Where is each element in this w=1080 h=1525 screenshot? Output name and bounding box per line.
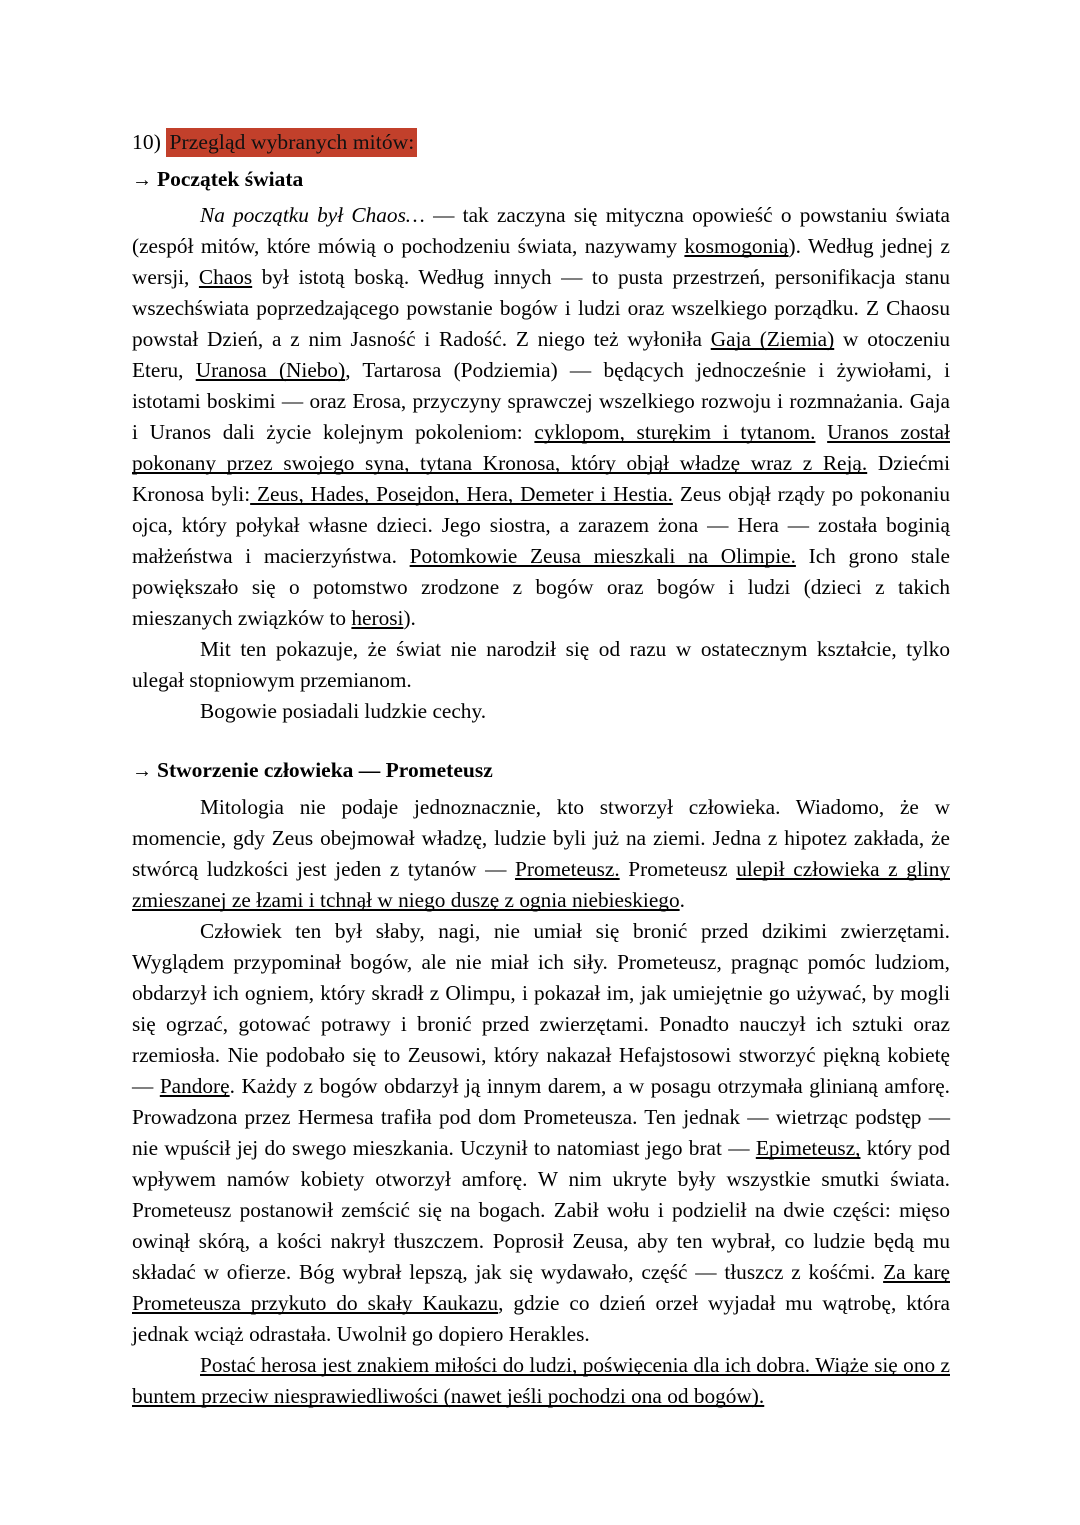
text-run-underline: Chaos bbox=[198, 265, 253, 290]
text-run-normal: w otoczeniu Eteru, bbox=[132, 327, 950, 383]
text-run-underline: Uranosa (Niebo) bbox=[195, 358, 346, 383]
paragraph-poczatek-p1 bbox=[132, 200, 950, 634]
text-run-normal: . Każdy z bogów obdarzył ją innym darem, a w posagu otrzymała glinianą amforę. Prowadzona przez Hermesa trafiła pod dom Prometeusza. Ten jednak — wietrząc podstęp — nie wpuścił jej do swego mieszkania. Uczynił to natomiast jego brat — bbox=[132, 1073, 950, 1160]
text-run-normal: który pod wpływem namów kobiety otworzył amforę. W nim ukryte były wszystkie smutki świata. Prometeusz postanowił zemścić się na bogach. Zabił wołu i podzielił na dwie części: mięso owinął skórą, a kości nakrył tłuszczem. Poprosił Zeusa, aby ten wybrał, co ludzie będą mu składać w ofierze. Bóg wybrał lepszą, jak się wydawało, część — tłuszcz z kośćmi. bbox=[132, 1135, 950, 1284]
text-run-underline: Zeus, Hades, Posejdon, Hera, Demeter i Hestia. bbox=[250, 482, 673, 507]
text-run-underline: kosmogonią bbox=[684, 234, 789, 259]
text-run-normal: Mitologia nie podaje jednoznacznie, kto stworzył człowieka. Wiadomo, że w momencie, gdy Zeus obejmował władzę, ludzie byli już na ziemi. Jedna z hipotez zakłada, że stwórcą ludzkości jest jeden z tytanów — bbox=[132, 794, 950, 881]
text-run-normal: , gdzie co dzień orzeł wyjadał mu wątrobę, która jednak wciąż odrastała. Uwolnił go dopiero Herakles. bbox=[132, 1290, 950, 1346]
text-run-normal: . bbox=[679, 887, 685, 912]
text-run-underline: herosi bbox=[351, 606, 404, 631]
paragraph-prometeusz-p1 bbox=[132, 792, 950, 916]
text-run-underline: Postać herosa jest znakiem miłości do ludzi, poświęcenia dla ich dobra. Wiąże się ono z buntem przeciw niesprawiedliwości (nawet jeśli pochodzi ona od bogów). bbox=[132, 1352, 950, 1408]
paragraph-poczatek-p3 bbox=[132, 696, 950, 727]
text-run-normal: Dziećmi Kronosa byli: bbox=[132, 451, 950, 507]
text-run-normal: — tak zaczyna się mityczna opowieść o powstaniu świata (zespół mitów, które mówią o pochodzeniu świata, nazywamy bbox=[132, 203, 950, 259]
text-run-normal: Mit ten pokazuje, że świat nie narodził się od razu w ostatecznym kształcie, tylko ulegał stopniowym przemianom. bbox=[132, 637, 950, 693]
text-run-underline: Epimeteusz, bbox=[755, 1135, 861, 1160]
text-run-normal: ). Według jednej z wersji, bbox=[132, 234, 951, 290]
arrow-icon: → bbox=[132, 760, 152, 783]
section-title: Stworzenie człowieka — Prometeusz bbox=[157, 758, 493, 783]
text-run-underline: ulepił człowieka z gliny zmieszanej ze łzami i tchnął w niego duszę z ognia niebieskiego bbox=[132, 856, 950, 912]
text-run-normal: Ich grono stale powiększało się o potomstwo zrodzone z bogów oraz bogów i ludzi (dzieci z takich mieszanych związków to bbox=[132, 544, 950, 631]
text-run-normal: Człowiek ten był słaby, nagi, nie umiał się bronić przed dzikimi zwierzętami. Wyglądem przypominał bogów, ale nie miał ich siły. Prometeusz, pragnąc pomóc ludziom, obdarzył ich ogniem, który skradł z Olimpu, i pokazał im, jak umiejętnie go używać, by mogli się ogrzać, gotować potrawy i bronić przed zwierzętami. Ponadto nauczył ich sztuki oraz rzemiosła. Nie podobało się to Zeusowi, który nakazał Hefajstosowi stworzyć piękną kobietę — bbox=[132, 918, 950, 1098]
text-run-normal: Zeus objął rządy po pokonaniu ojca, który połykał własne dzieci. Jego siostra, a zarazem żona — Hera — została boginią małżeństwa i macierzyństwa. bbox=[132, 482, 950, 569]
section-heading-stworzenie-czlowieka bbox=[132, 757, 950, 785]
text-run-underline: cyklopom, sturękim i tytanom. bbox=[534, 420, 816, 445]
arrow-icon: → bbox=[132, 169, 152, 192]
highlighted-heading-text: Przegląd wybranych mitów: bbox=[166, 128, 417, 157]
document-content bbox=[132, 128, 950, 1412]
text-run-normal bbox=[815, 420, 827, 444]
paragraph-prometeusz-p2 bbox=[132, 916, 950, 1350]
numbered-heading bbox=[132, 128, 950, 156]
text-run-normal: Bogowie posiadali ludzkie cechy. bbox=[200, 699, 487, 724]
heading-number: 10) bbox=[132, 130, 161, 154]
text-run-underline: Uranos został pokonany przez swojego syna, tytana Kronosa, który objął władzę wraz z Reją. bbox=[132, 420, 950, 476]
paragraph-prometeusz-p3 bbox=[132, 1350, 950, 1412]
text-run-normal: Prometeusz bbox=[619, 856, 737, 881]
text-run-normal: , Tartarosa (Podziemia) — będących jednocześnie i żywiołami, i istotami boskimi — oraz Erosa, przyczyny sprawczej wszelkiego rozwoju i rozmnażania. Gaja i Uranos dali życie kolejnym pokoleniom: bbox=[132, 358, 950, 445]
section-heading-poczatek-swiata bbox=[132, 166, 950, 194]
text-run-underline: Prometeusz. bbox=[514, 856, 620, 881]
text-run-underline: Za karę Prometeusza przykuto do skały Kaukazu bbox=[132, 1259, 950, 1315]
text-run-italic: Na początku był Chaos… bbox=[200, 203, 434, 228]
text-run-underline: Pandorę bbox=[159, 1073, 230, 1098]
text-run-normal: ). bbox=[403, 606, 416, 631]
text-run-normal: był istotą boską. Według innych — to pusta przestrzeń, personifikacja stanu wszechświata poprzedzającego powstanie bogów i ludzi oraz wszelkiego porządku. Z Chaosu powstał Dzień, a z nim Jasność i Radość. Z niego też wyłoniła bbox=[132, 265, 951, 352]
paragraph-poczatek-p2 bbox=[132, 634, 950, 696]
text-run-underline: Potomkowie Zeusa mieszkali na Olimpie. bbox=[409, 544, 796, 569]
section-title: Początek świata bbox=[157, 167, 304, 192]
text-run-underline: Gaja (Ziemia) bbox=[710, 327, 835, 352]
